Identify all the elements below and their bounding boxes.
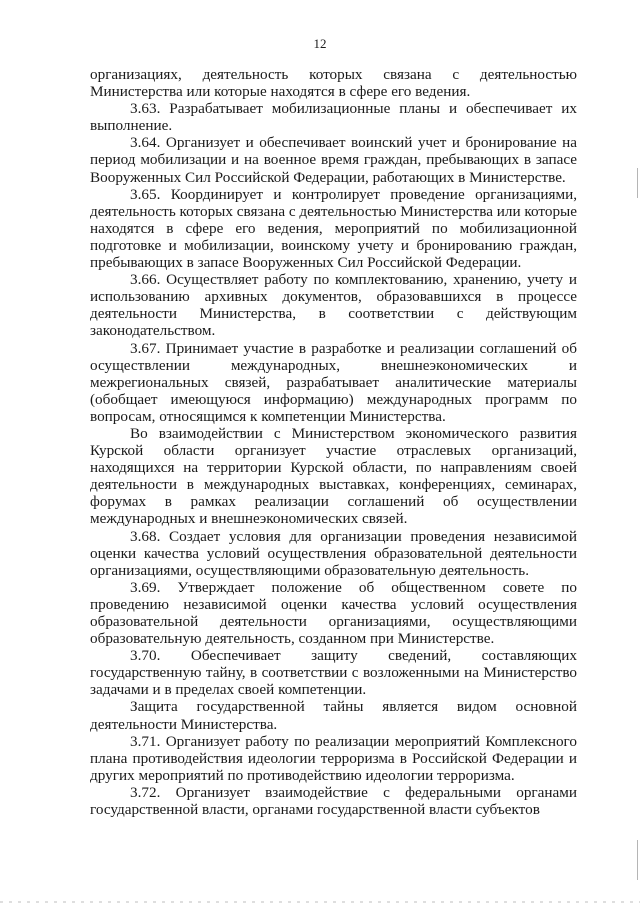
paragraph-continuation: организациях, деятельность которых связана с деятельностью Министерства или которые находятся в сфере его ведения. xyxy=(90,66,577,101)
paragraph-3-68: 3.68. Создает условия для организации проведения независимой оценки качества условий осуществления образовательной деятельности организациями, осуществляющими образовательную деятельность. xyxy=(90,527,577,579)
page-number: 12 xyxy=(313,36,327,51)
document-body xyxy=(90,66,577,818)
paragraph-3-63: 3.63. Разрабатывает мобилизационные планы и обеспечивает их выполнение. xyxy=(90,100,577,135)
paragraph-3-67-cooperation: Во взаимодействии с Министерством экономического развития Курской области организует участие отраслевых организаций, находящихся на территории Курской области, по направлениям своей деятельности в международных выставках, конференциях, семинарах, форумах в рамках реализации соглашений об осуществлении международных и внешнеэкономических связей. xyxy=(90,424,577,528)
scan-edge-mark xyxy=(637,840,638,880)
paragraph-3-72: 3.72. Организует взаимодействие с федеральными органами государственной власти, органами государственной власти субъектов xyxy=(90,783,577,819)
paragraph-3-67: 3.67. Принимает участие в разработке и реализации соглашений об осуществлении международных, внешнеэкономических и межрегиональных связей, разрабатывает аналитические материалы (обобщает имеющуюся информацию) международных программ по вопросам, относящимся к компетенции Министерства. xyxy=(90,339,577,425)
paragraph-3-69: 3.69. Утверждает положение об общественном совете по проведению независимой оценки качества условий осуществления образовательной деятельности организациями, осуществляющими образовательную деятельность, созданном при Министерстве. xyxy=(90,578,577,648)
scan-bottom-noise xyxy=(0,901,640,903)
paragraph-3-64: 3.64. Организует и обеспечивает воинский учет и бронирование на период мобилизации и на военное время граждан, пребывающих в запасе Вооруженных Сил Российской Федерации, работающих в Министерстве. xyxy=(90,134,577,186)
paragraph-3-70: 3.70. Обеспечивает защиту сведений, составляющих государственную тайну, в соответствии с возложенными на Министерство задачами и в пределах своей компетенции. xyxy=(90,647,577,699)
paragraph-3-70-secrecy: Защита государственной тайны является видом основной деятельности Министерства. xyxy=(90,698,577,733)
paragraph-3-66: 3.66. Осуществляет работу по комплектованию, хранению, учету и использованию архивных документов, образовавшихся в процессе деятельности Министерства, в соответствии с действующим законодательством. xyxy=(90,271,577,340)
paragraph-3-65: 3.65. Координирует и контролирует проведение организациями, деятельность которых связана с деятельностью Министерства или которые находятся в сфере его ведения, мероприятий по мобилизационной подготовке и мобилизации, воинскому учету и бронированию граждан, пребывающих в запасе Вооруженных Сил Российской Федерации. xyxy=(90,185,577,272)
paragraph-3-71: 3.71. Организует работу по реализации мероприятий Комплексного плана противодействия идеологии терроризма в Российской Федерации и других мероприятий по противодействию идеологии терроризма. xyxy=(90,732,577,784)
scan-edge-mark xyxy=(637,168,638,198)
